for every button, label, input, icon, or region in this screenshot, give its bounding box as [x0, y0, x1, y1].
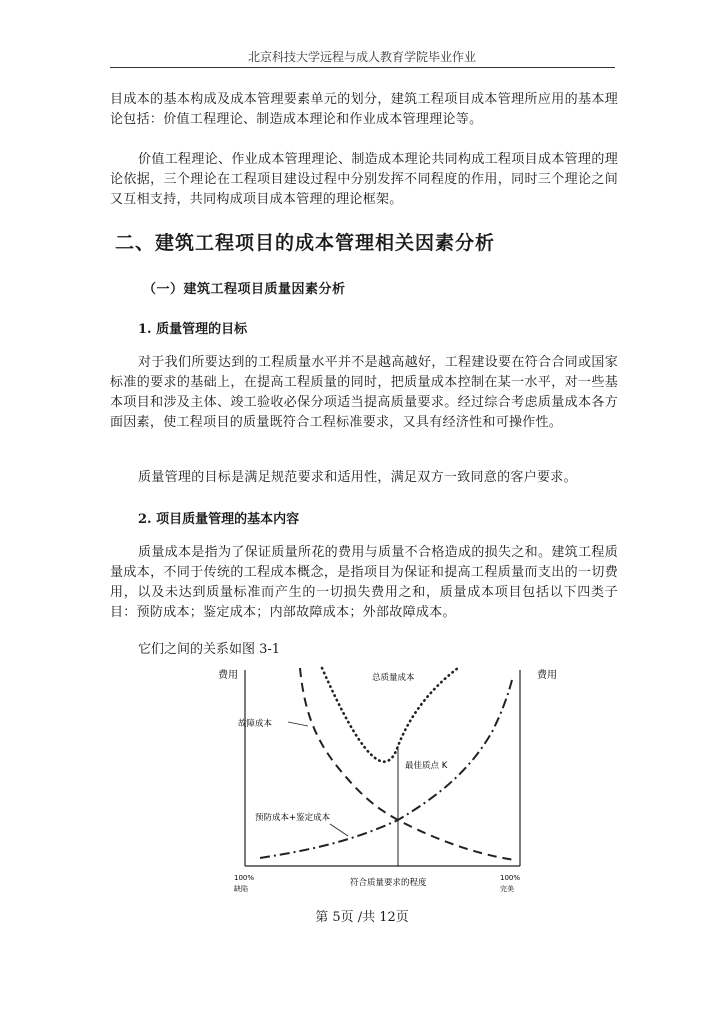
label-failure-cost: 故障成本: [238, 719, 273, 729]
page-number: 第 5页 /共 12页: [315, 910, 409, 925]
item-heading-quality-content: 2. 项目质量管理的基本内容: [138, 512, 300, 527]
x-label-center: 符合质量要求的程度: [350, 878, 427, 888]
x-label-left-bottom: 缺陷: [234, 885, 248, 893]
paragraph-quality-cost: 质量成本是指为了保证质量所花的费用与质量不合格造成的损失之和。建筑工程质量成本，不同于传统的工程成本概念，是指项目为保证和提高工程质量而支出的一切费用，以及未达到质量标准而产生的一切损失费用之和，质量成本项目包括以下四类子目：预防成本；鉴定成本；内部故障成本；外部故障成本。: [110, 545, 618, 620]
label-optimum-point: 最佳质点 K: [405, 761, 448, 771]
figure-caption: 它们之间的关系如图 3-1: [138, 642, 281, 657]
y-label-left: 费用: [218, 670, 238, 681]
label-total-cost: 总质量成本: [372, 673, 415, 683]
x-label-left-top: 100%: [234, 874, 255, 882]
section-heading: 二、建筑工程项目的成本管理相关因素分析: [115, 232, 496, 254]
header-rule: [110, 67, 615, 68]
y-label-right: 费用: [537, 670, 557, 681]
paragraph-theory-framework: 价值工程理论、作业成本管理理论、制造成本理论共同构成工程项目成本管理的理论依据，三个理论在工程项目建设过程中分别发挥不同程度的作用，同时三个理论之间又互相支持，共同构成项目成本管理的理论框架。: [110, 152, 618, 207]
x-label-right-top: 100%: [500, 874, 521, 882]
subsection-heading: （一）建筑工程项目质量因素分析: [143, 282, 346, 297]
label-prevention-cost: 预防成本+鉴定成本: [255, 813, 331, 823]
item-heading-quality-goal: 1. 质量管理的目标: [138, 322, 248, 337]
x-label-right-bottom: 完美: [500, 885, 514, 893]
paragraph-quality-goal: 质量管理的目标是满足规范要求和适用性，满足双方一致同意的客户要求。: [138, 470, 577, 485]
quality-cost-figure: [200, 660, 580, 900]
paragraph-quality-level: 对于我们所要达到的工程质量水平并不是越高越好，工程建设要在符合合同或国家标准的要求的基础上，在提高工程质量的同时，把质量成本控制在某一水平，对一些基本项目和涉及主体、竣工验收必保分项适当提高质量要求。经过综合考虑质量成本各方面因素，使工程项目的质量既符合工程标准要求，又具有经济性和可操作性。: [110, 355, 618, 430]
prevention-cost-curve: [260, 680, 512, 858]
failure-pointer: [288, 722, 308, 726]
running-header: 北京科技大学远程与成人教育学院毕业作业: [247, 50, 476, 64]
paragraph-theory-basis: 目成本的基本构成及成本管理要素单元的划分，建筑工程项目成本管理所应用的基本理论包括：价值工程理论、制造成本理论和作业成本管理理论等。: [110, 92, 618, 127]
quality-cost-diagram: [200, 660, 580, 900]
prevention-pointer: [330, 824, 348, 836]
